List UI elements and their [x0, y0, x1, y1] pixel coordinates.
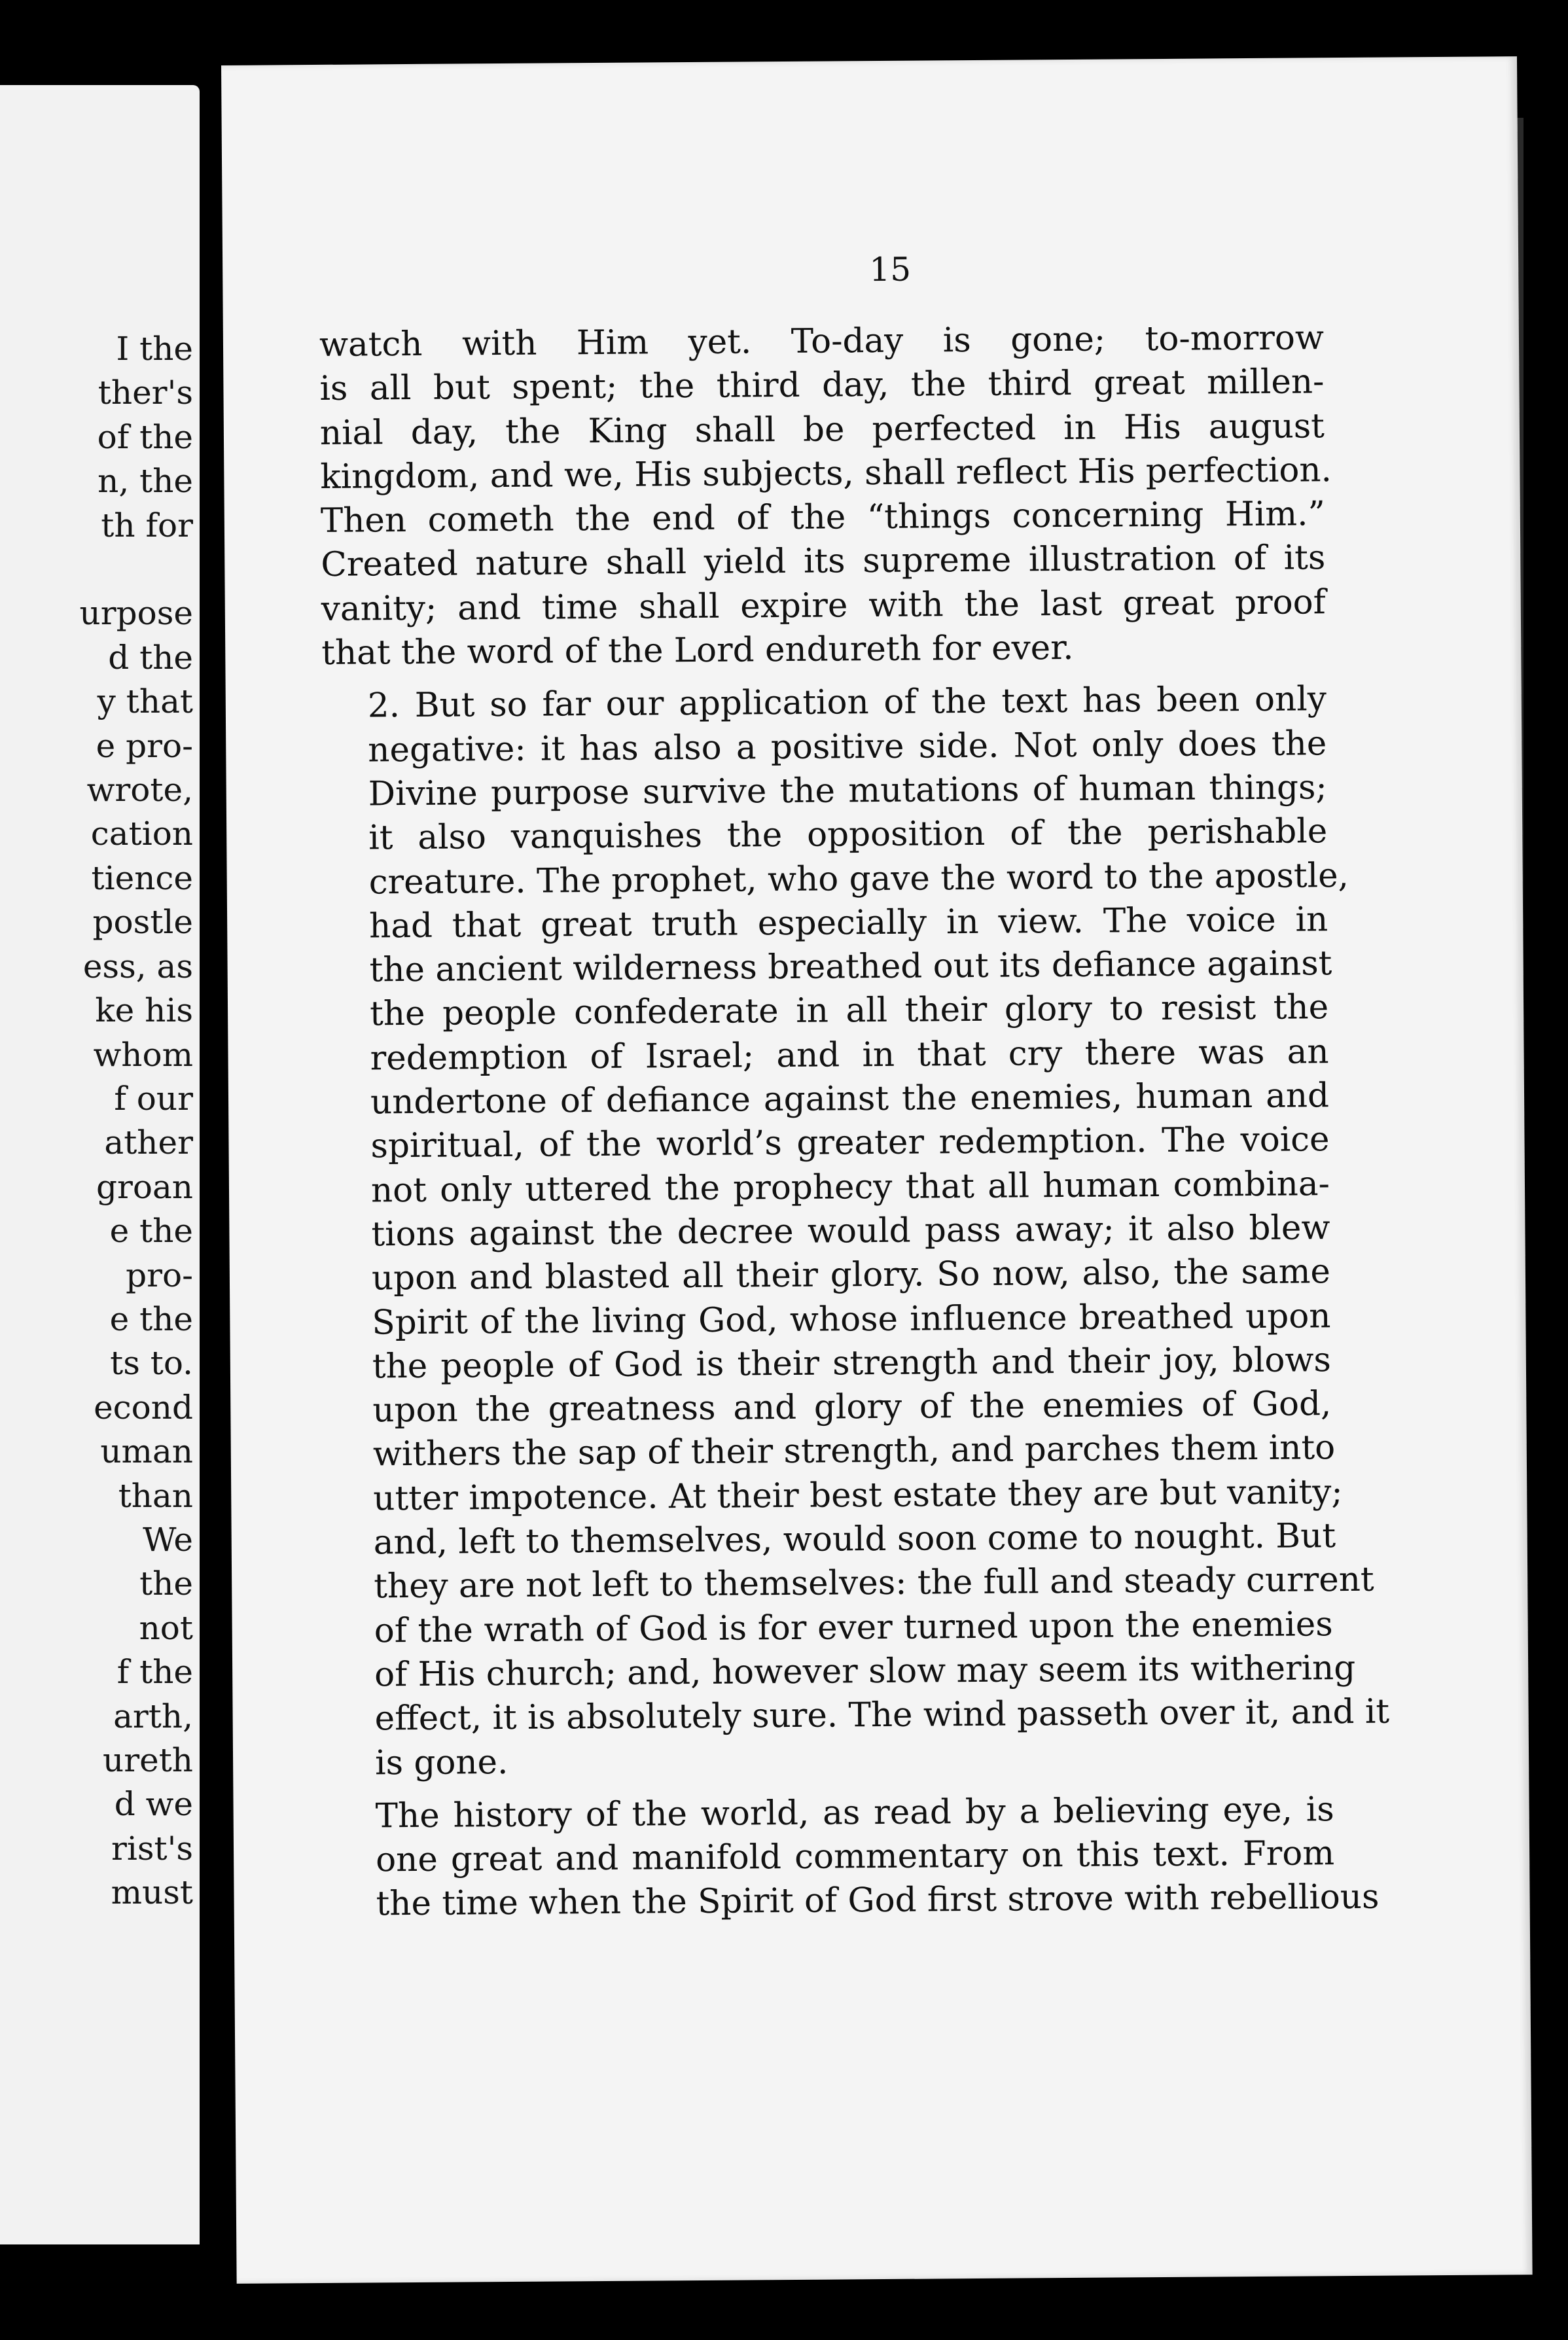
text-line: upon the greatness and glory of the enemies of God, [372, 1384, 1332, 1430]
text-line: had that great truth especially in view. The voice in [368, 900, 1328, 946]
text-line: that the word of the Lord endureth for ever. [321, 628, 1074, 673]
facing-page-fragment: e the [109, 1300, 193, 1338]
paragraph-3 [329, 1788, 1380, 1927]
facing-page-fragment: the [139, 1565, 193, 1603]
book-page [221, 56, 1533, 2284]
facing-page-fragment: ureth [103, 1741, 193, 1779]
facing-page-fragment: d we [114, 1785, 193, 1824]
facing-page-fragment: f our [114, 1079, 193, 1118]
text-line: the people of God is their strength and their joy, blows [372, 1340, 1332, 1387]
facing-page-left [0, 85, 200, 2244]
facing-page-fragment: e pro- [96, 726, 193, 765]
facing-page-fragment: y that [97, 682, 193, 721]
text-line: undertone of defiance against the enemies, human and [370, 1076, 1330, 1122]
facing-page-fragment: ess, as [82, 947, 193, 985]
text-line: is gone. [374, 1742, 508, 1782]
facing-page-fragment: e the [109, 1212, 193, 1250]
facing-page-fragment: must [111, 1873, 193, 1912]
text-line: kingdom, and we, His subjects, shall reflect His perfection. [320, 450, 1332, 497]
text-line: Then cometh the end of the “things concerning Him.” [320, 494, 1326, 541]
text-line: upon and blasted all their glory. So now, also, the same [371, 1252, 1331, 1298]
facing-page-fragment: n, the [98, 462, 193, 501]
text-line: watch with Him yet. To-day is gone; to-morrow [319, 318, 1325, 364]
text-line: nial day, the King shall be perfected in His august [319, 406, 1325, 453]
text-line: and, left to themselves, would soon come to nought. But [373, 1516, 1336, 1563]
text-line: Spirit of the living God, whose influence breathed upon [372, 1296, 1331, 1342]
facing-page-fragment: cation [90, 815, 193, 853]
facing-page-fragment: rist's [111, 1829, 193, 1868]
facing-page-fragment: arth, [113, 1697, 193, 1735]
facing-page-fragment: whom [93, 1035, 193, 1074]
facing-page-text [80, 327, 193, 1915]
facing-page-fragment: urpose [79, 594, 193, 633]
text-line: the time when the Spirit of God first strove with rebellious [376, 1877, 1380, 1924]
text-line: creature. The prophet, who gave the word to the apostle, [368, 855, 1349, 902]
facing-page-fragment: econd [94, 1388, 193, 1427]
facing-page-fragment: th for [101, 506, 193, 544]
facing-page-fragment: postle [92, 903, 193, 942]
text-line: utter impotence. At their best estate they are but vanity; [373, 1472, 1343, 1519]
facing-page-fragment: uman [100, 1432, 193, 1471]
text-line: redemption of Israel; and in that cry there was an [370, 1031, 1329, 1078]
facing-page-fragment: not [139, 1608, 193, 1647]
facing-page-fragment: ts to. [110, 1344, 193, 1383]
text-line: Divine purpose survive the mutations of human things; [368, 768, 1327, 814]
text-line: is all but spent; the third day, the third great millen- [319, 362, 1325, 409]
body-text [319, 316, 1390, 1926]
text-line: The history of the world, as read by a believing eye, is [375, 1789, 1334, 1836]
facing-page-fragment: ther's [98, 374, 193, 412]
text-line: withers the sap of their strength, and parches them into [372, 1428, 1336, 1474]
facing-page-fragment: We [143, 1520, 193, 1559]
text-line: Created nature shall yield its supreme illustration of its [321, 538, 1326, 585]
facing-page-fragment: than [118, 1476, 193, 1515]
text-line: vanity; and time shall expire with the last great proof [321, 582, 1326, 629]
facing-page-fragment: of the [97, 417, 193, 456]
text-line: of the wrath of God is for ever turned upon the enemies [374, 1604, 1333, 1651]
text-line: 2. But so far our application of the text has been only [367, 679, 1327, 726]
facing-page-fragment: ather [104, 1124, 193, 1162]
facing-page-fragment: wrote, [86, 771, 193, 809]
facing-page-fragment: ke his [95, 991, 193, 1030]
facing-page-fragment: groan [96, 1167, 193, 1206]
facing-page-fragment: tience [91, 859, 193, 897]
text-line: the people confederate in all their glory to resist the [369, 987, 1329, 1034]
text-line: the ancient wilderness breathed out its defiance against [369, 944, 1332, 990]
text-line: effect, it is absolutely sure. The wind passeth over it, and it [374, 1692, 1390, 1739]
text-line: it also vanquishes the opposition of the perishable [368, 811, 1328, 858]
text-line: negative: it has also a positive side. Not only does the [368, 723, 1327, 770]
text-line: one great and manifold commentary on this text. From [375, 1834, 1335, 1880]
facing-page-fragment: d the [108, 638, 193, 677]
facing-page-fragment [80, 548, 193, 592]
text-line: of His church; and, however slow may seem its withering [374, 1648, 1356, 1695]
text-line: tions against the decree would pass away; it also blew [371, 1208, 1330, 1254]
page-number: 15 [869, 250, 912, 289]
facing-page-fragment: pro- [126, 1256, 193, 1294]
paragraph-1 [319, 316, 1332, 675]
paragraph-2 [322, 678, 1390, 1786]
text-line: they are not left to themselves: the full and steady current [374, 1560, 1374, 1606]
text-line: not only uttered the prophecy that all human combina- [370, 1163, 1330, 1211]
facing-page-fragment: f the [116, 1653, 193, 1692]
text-line: spiritual, of the world’s greater redemption. The voice [370, 1120, 1330, 1166]
facing-page-fragment: I the [116, 330, 193, 368]
